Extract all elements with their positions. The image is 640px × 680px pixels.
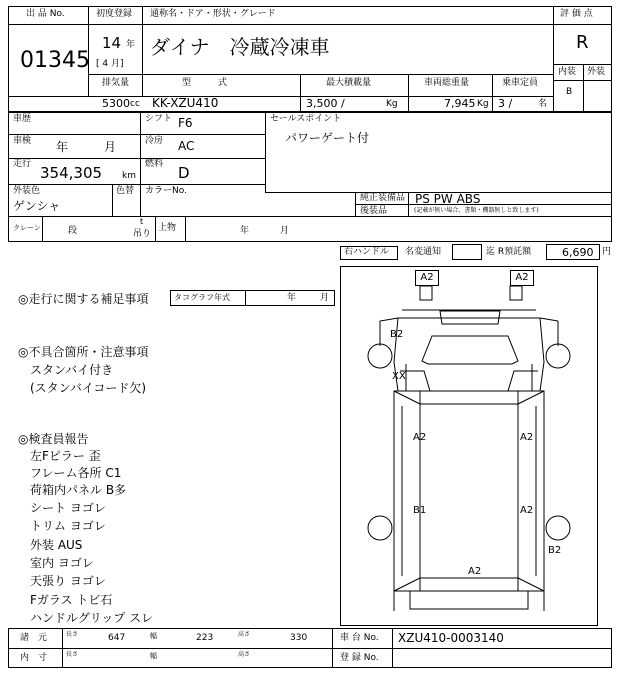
- type-value: KK-XZU410: [152, 96, 219, 110]
- after-label: 後装品: [360, 206, 388, 216]
- mileage-label: 走行: [13, 159, 32, 169]
- height-label: 高さ: [238, 631, 251, 638]
- crane-t: t: [140, 217, 144, 226]
- inspector-line-1: 左Fピラー 歪: [30, 449, 101, 463]
- sales-label: セールスポイント: [270, 114, 342, 124]
- damage-mark-mirror-left: A2: [415, 270, 439, 286]
- ac-value: AC: [178, 139, 195, 153]
- inner-width-label: 幅: [150, 652, 157, 660]
- model-label: 通称名・ドア・形状・グレード: [150, 9, 276, 19]
- cap-value: 3 /: [498, 97, 513, 110]
- inspector-line-6: 外装 AUS: [30, 538, 83, 552]
- mileage-unit: km: [122, 171, 136, 181]
- equip-label: 純正装備品: [360, 193, 406, 203]
- wheel-rear-right: [546, 516, 570, 540]
- left-mirror-shape: [420, 286, 432, 300]
- ac-label: 冷房: [145, 136, 164, 146]
- inspector-line-7: 室内 ヨゴレ: [30, 556, 94, 570]
- exterior-label: 外装: [587, 67, 606, 77]
- fuel-label: 燃料: [145, 159, 164, 169]
- damage-mark-box-right-lower: A2: [520, 505, 534, 516]
- cab-outline: [394, 318, 544, 391]
- type-label: 型 式: [182, 78, 228, 88]
- load-unit: Kg: [386, 99, 398, 109]
- damage-mark-rear: A2: [468, 566, 482, 577]
- alter-box: [452, 244, 482, 260]
- tacho-year: 年: [287, 293, 297, 303]
- inspector-line-2: フレーム各所 C1: [30, 466, 122, 480]
- tacho-label: タコグラフ年式: [174, 293, 230, 302]
- tacho-month: 月: [320, 293, 330, 303]
- length-value: 647: [108, 633, 126, 643]
- color-no-label: 色替: [116, 186, 135, 196]
- defect-title: ◎不具合箇所・注意事項: [18, 345, 149, 359]
- shift-value: F6: [178, 116, 193, 130]
- cap-label: 乗車定員: [502, 78, 539, 88]
- wheel-front-right: [546, 344, 570, 368]
- defect-line-1: スタンバイ付き: [30, 363, 114, 377]
- cc-value: 5300: [102, 97, 130, 110]
- damage-mark-pillar-left: XX: [392, 371, 406, 382]
- damage-mark-cab-left: B2: [390, 329, 404, 340]
- windshield-shape: [422, 336, 518, 364]
- reg-label: 初度登録: [96, 9, 133, 19]
- inner-label: 内 寸: [20, 653, 48, 663]
- right-mirror-shape: [510, 286, 522, 300]
- remain-unit: 円: [602, 247, 612, 257]
- fuel-value: D: [178, 164, 190, 182]
- equip-value: PS PW ABS: [415, 192, 481, 206]
- remain-label: 迄 R預託額: [486, 247, 532, 257]
- crane-stage: 段: [68, 226, 78, 236]
- inspector-line-9: Fガラス トビ石: [30, 593, 113, 607]
- crane-month: 月: [280, 226, 290, 236]
- grade-label: 評 価 点: [560, 9, 593, 19]
- mileage-value: 354,305: [40, 164, 103, 182]
- cc-unit: cc: [130, 99, 140, 109]
- inspection-label: 車検: [13, 136, 32, 146]
- height-value: 330: [290, 633, 308, 643]
- cc-label: 排気量: [102, 78, 130, 88]
- damage-mark-mirror-right: A2: [510, 270, 534, 286]
- chassis-value: XZU410-0003140: [398, 631, 504, 645]
- reg-year-unit: 年: [126, 40, 136, 50]
- color-value: ゲンシャ: [13, 199, 61, 213]
- grade-value: R: [576, 32, 589, 53]
- load-label: 最大積載量: [326, 78, 372, 88]
- gvw-value: 7,945: [444, 97, 476, 110]
- damage-mark-box-left-lower: B1: [413, 505, 427, 516]
- inspector-line-3: 荷箱内パネル B多: [30, 483, 127, 497]
- damage-mark-box-right-upper: A2: [520, 432, 534, 443]
- lot-no-value: 01345: [20, 48, 90, 73]
- wheel-rear-left: [368, 516, 392, 540]
- inner-height-label: 高さ: [238, 651, 251, 658]
- chassis-label: 車 台 No.: [340, 633, 379, 643]
- gvw-label: 車両総重量: [424, 78, 470, 88]
- cap-unit: 名: [538, 99, 548, 109]
- damage-mark-box-left-upper: A2: [413, 432, 427, 443]
- interior-grade: B: [566, 87, 573, 97]
- gvw-unit: Kg: [477, 99, 489, 109]
- alter-label: 名変通知: [405, 247, 442, 257]
- color-label: 外装色: [13, 186, 41, 196]
- length-label: 長さ: [66, 631, 79, 638]
- inspection-month: 月: [104, 140, 117, 154]
- lot-no-label: 出 品 No.: [26, 9, 65, 19]
- crane-year: 年: [240, 226, 250, 236]
- width-label: 幅: [150, 632, 157, 640]
- shift-label: シフト: [145, 114, 173, 124]
- crane-label: クレーン: [13, 224, 41, 232]
- driving-title: ◎走行に関する補足事項: [18, 292, 149, 306]
- inspector-line-5: トリム ヨゴレ: [30, 519, 106, 533]
- reg-year: 14: [102, 34, 122, 52]
- inspector-line-4: シート ヨゴレ: [30, 501, 106, 515]
- model-name: ダイナ 冷蔵冷凍車: [150, 35, 330, 59]
- interior-label: 内装: [558, 67, 577, 77]
- inspector-line-8: 天張り ヨゴレ: [30, 574, 106, 588]
- width-value: 223: [196, 633, 214, 643]
- handle-label: 右ハンドル: [344, 247, 390, 257]
- crane-hang: 吊り: [133, 229, 152, 239]
- reg-no-label: 登 録 No.: [340, 653, 379, 663]
- history-label: 車歴: [13, 114, 32, 124]
- remain-value: 6,690: [562, 246, 594, 259]
- crane-top: 上物: [158, 223, 177, 233]
- defect-line-2: (スタンバイコード欠): [30, 381, 147, 395]
- damage-mark-rear-right: B2: [548, 545, 562, 556]
- color-code-label: カラーNo.: [145, 186, 187, 196]
- cargo-box-shape: [394, 391, 544, 591]
- inspector-title: ◎検査員報告: [18, 432, 89, 446]
- sales-value: パワーゲート付: [285, 131, 370, 145]
- dims-label: 諸 元: [20, 633, 48, 643]
- inspection-year: 年: [56, 140, 69, 154]
- reg-month: [ 4 月]: [96, 59, 124, 69]
- after-note: (記載が無い場合、書類・機器無しと致します): [414, 207, 539, 214]
- inner-length-label: 長さ: [66, 651, 79, 658]
- inspector-line-10: ハンドルグリップ スレ: [30, 611, 154, 625]
- load-value: 3,500 /: [306, 97, 345, 110]
- wheel-front-left: [368, 344, 392, 368]
